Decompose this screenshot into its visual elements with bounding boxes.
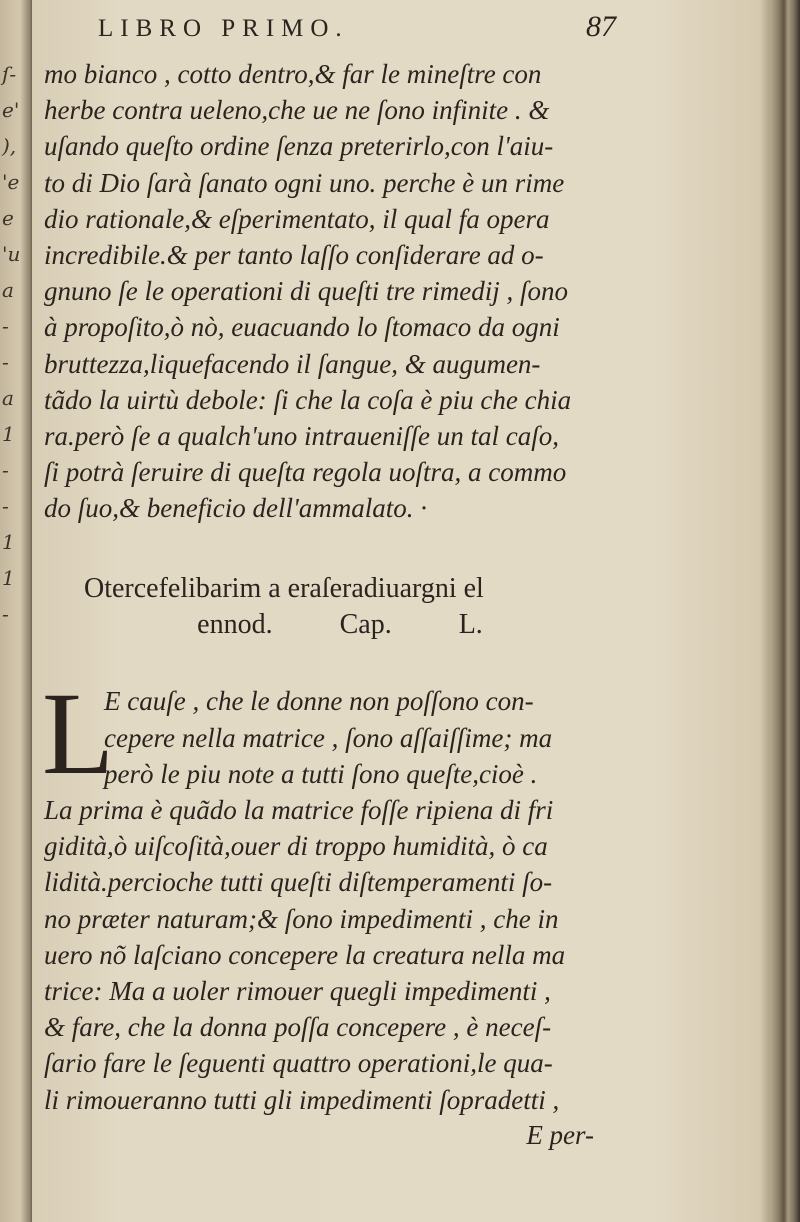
gutter-letter: 'e xyxy=(2,170,20,194)
text-line: uſando queſto ordine ſenza preterirlo,con l'aiu- xyxy=(44,131,554,162)
gutter-letter: ), xyxy=(2,134,17,158)
text-line: ſi potrà ſeruire di queſta regola uoſtra, a commo xyxy=(44,457,567,488)
text-line: herbe contra ueleno,che ue ne ſono infinite . & xyxy=(44,95,550,126)
text-line: do ſuo,& beneficio dell'ammalato. · xyxy=(44,493,427,524)
text-line: tãdo la uirtù debole: ſi che la coſa è piu che chia xyxy=(44,384,572,415)
chapter-heading xyxy=(80,571,600,643)
chapter-body xyxy=(42,668,624,1117)
gutter-letter: - xyxy=(2,350,9,374)
chapter-heading-line-1: Otercefelibarim a eraſeradiuargni el xyxy=(84,573,484,605)
text-line: trice: Ma a uoler rimouer quegli impedimenti , xyxy=(44,975,551,1006)
gutter-letter: 1 xyxy=(2,530,15,554)
catchword: E per- xyxy=(526,1119,594,1150)
text-line: dio rationale,& eſperimentato, il qual fa opera xyxy=(44,203,550,234)
text-line: ſario fare le ſeguenti quattro operationi,le qua- xyxy=(44,1048,553,1079)
text-line: mo bianco , cotto dentro,& far le mineſtre con xyxy=(44,59,542,89)
text-line: cepere nella matrice , ſono aſſaiſſime; ma xyxy=(104,722,553,753)
gutter-letter: 'u xyxy=(2,242,21,266)
text-line: però le piu note a tutti ſono queſte,cioè . xyxy=(104,758,538,789)
text-line: La prima è quãdo la matrice foſſe ripiena di fri xyxy=(44,795,554,825)
chapter-heading-line-2: ennod. Cap. L. xyxy=(197,609,483,641)
gutter-letter: a xyxy=(2,278,14,302)
gutter-letter: ſ- xyxy=(2,62,17,86)
drop-cap: L xyxy=(42,668,115,800)
text-line: E cauſe , che le donne non poſſono con- xyxy=(104,686,534,717)
gutter-letter: 1 xyxy=(2,566,15,590)
left-gutter xyxy=(0,0,32,1222)
text-line: & fare, che la donna poſſa concepere , è neceſ- xyxy=(44,1012,552,1043)
text-line: gidità,ò uiſcoſità,ouer di troppo humidità, ò ca xyxy=(44,831,548,862)
text-line: à propoſito,ò nò, euacuando lo ſtomaco da ogni xyxy=(44,312,560,343)
gutter-letter: 1 xyxy=(2,422,15,446)
gutter-letter: e xyxy=(2,206,14,230)
text-line: gnuno ſe le operationi di queſti tre rimedij , ſono xyxy=(44,276,568,307)
running-head-title: LIBRO PRIMO. xyxy=(98,15,349,42)
page-number: 87 xyxy=(586,10,616,43)
text-block xyxy=(44,10,624,1151)
body-lines xyxy=(44,792,624,1118)
running-head xyxy=(44,10,624,56)
text-line: to di Dio ſarà ſanato ogni uno. perche è un rime xyxy=(44,167,565,198)
text-line: li rimoueranno tutti gli impedimenti ſopradetti , xyxy=(44,1084,560,1115)
text-line: bruttezza,liquefacendo il ſangue, & augumen- xyxy=(44,348,541,379)
page-edge xyxy=(770,0,800,1222)
text-line: uero nõ laſciano concepere la creatura nella ma xyxy=(44,939,566,970)
gutter-letter: e' xyxy=(2,98,20,122)
gutter-letters xyxy=(2,56,21,632)
paragraph-top xyxy=(44,56,624,526)
text-line: lidità.percioche tutti queſti diſtemperamenti ſo- xyxy=(44,867,553,898)
gutter-letter: - xyxy=(2,602,9,626)
text-line: no præter naturam;& ſono impedimenti , che in xyxy=(44,903,559,934)
text-line: ra.però ſe a qualch'uno intraueniſſe un tal caſo, xyxy=(44,420,559,451)
gutter-letter: a xyxy=(2,386,14,410)
gutter-letter: - xyxy=(2,458,9,482)
gutter-letter: - xyxy=(2,314,9,338)
drop-cap-lines xyxy=(44,683,624,792)
text-line: incredibile.& per tanto laſſo conſiderare ad o- xyxy=(44,239,544,270)
gutter-letter: - xyxy=(2,494,9,518)
